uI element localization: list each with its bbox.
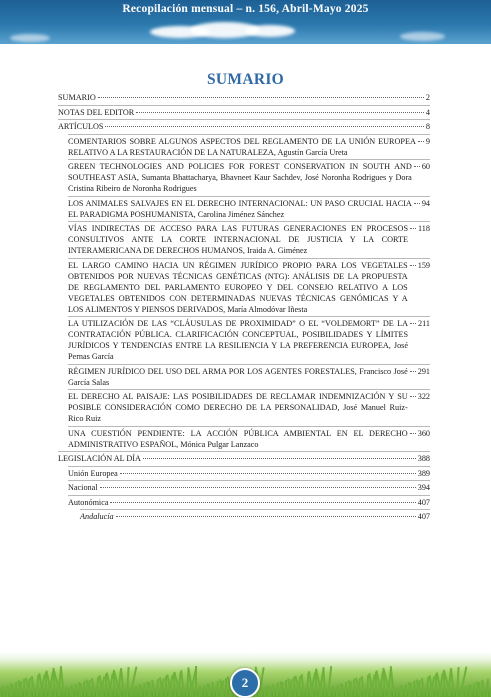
article-title: LOS ANIMALES SALVAJES EN EL DERECHO INTERNACIONAL: UN PASO CRUCIAL HACIA EL PARADIGMA POSHUMANISTA,	[68, 198, 412, 219]
header-title: Recopilación mensual – n. 156, Abril-Mayo 2025	[122, 3, 369, 15]
dot-leader	[143, 458, 416, 459]
article-authors: José Manuel Ruiz-Rico Ruiz	[68, 403, 408, 423]
toc-entry-label: Autonómica	[68, 497, 109, 507]
grass-blade	[332, 686, 335, 697]
toc-entry-label: ARTÍCULOS	[58, 122, 104, 131]
grass-blade	[272, 684, 275, 697]
grass-blade	[203, 685, 206, 697]
grass-blade	[15, 682, 17, 697]
dot-leader	[98, 97, 424, 98]
dot-leader	[414, 203, 420, 204]
article-authors: María Almodóvar Iñesta	[227, 304, 308, 314]
article-title: RÉGIMEN JURÍDICO DEL USO DEL ARMA POR LOS AGENTES FORESTALES,	[68, 366, 357, 376]
grass-blade	[151, 680, 155, 697]
dot-leader	[136, 112, 424, 113]
toc-entry-article[interactable]	[68, 364, 430, 390]
toc-page-number: 8	[425, 122, 430, 131]
article-authors: Francisco José García Salas	[68, 366, 408, 387]
toc-entry-label: Unión Europea	[68, 468, 118, 478]
toc-entry-sumario[interactable]	[58, 91, 430, 105]
toc-entry-label: Nacional	[68, 483, 98, 492]
toc-page-number: 389	[417, 468, 430, 478]
toc-entry-articulos[interactable]	[58, 119, 430, 134]
toc-entry-label: NOTAS DEL EDITOR	[58, 107, 135, 117]
dot-leader	[110, 502, 415, 503]
dot-leader	[418, 141, 424, 142]
toc-page-number: 211	[418, 319, 430, 328]
toc-page-number: 159	[417, 260, 430, 270]
toc-entry-article[interactable]	[68, 258, 430, 317]
toc-page-number: 118	[418, 224, 430, 233]
dot-leader	[410, 323, 416, 324]
grass-blade	[263, 687, 266, 697]
toc-entry-article[interactable]	[68, 196, 430, 222]
grass-blade	[2, 686, 5, 697]
toc-entry-legislacion-item[interactable]	[68, 480, 430, 495]
grass-blade	[195, 666, 197, 697]
dot-leader	[410, 396, 416, 397]
dot-leader	[414, 166, 420, 167]
article-title: GREEN TECHNOLOGIES AND POLICIES FOR FOREST CONSERVATION IN SOUTH AND SOUTHEAST ASIA,	[68, 162, 412, 182]
grass-blade	[91, 678, 95, 697]
legislacion-list	[58, 466, 430, 510]
dot-leader	[410, 228, 416, 229]
toc-entry-andalucia[interactable]	[80, 509, 430, 524]
toc-entry-label: SUMARIO	[58, 93, 96, 102]
dot-leader	[120, 473, 416, 474]
article-title: UNA CUESTIÓN PENDIENTE: LA ACCIÓN PÚBLICA AMBIENTAL EN EL DERECHO ADMINISTRATIVO ESPAÑOL,	[68, 428, 408, 449]
article-list	[58, 134, 430, 452]
toc-entry-legislacion[interactable]	[58, 451, 430, 466]
page-header-banner	[0, 0, 491, 44]
toc-entry-label: LEGISLACIÓN AL DÍA	[58, 454, 141, 463]
article-authors: Agustín García Ureta	[277, 147, 348, 157]
grass-blade	[473, 683, 476, 697]
article-title: LA UTILIZACIÓN DE LAS “CLÁUSULAS DE PROXIMIDAD” O EL “VOLDEMORT” DE LA CONTRATACIÓN PÚBLICA. CLARIFICACIÓN CONCEPTUAL, POSIBILIDADES Y LÍMITES JURÍDICOS Y TENDENCIAS ENTRE LA RESILIENCIA Y LA PREFERENCIA EUROPEA,	[68, 319, 409, 350]
dot-leader	[410, 371, 416, 372]
article-authors: Carolina Jiménez Sánchez	[197, 209, 285, 219]
toc-entry-legislacion-item[interactable]	[68, 466, 430, 481]
toc-page-number: 407	[417, 497, 430, 507]
toc-page-number: 388	[417, 454, 430, 463]
toc-page-number: 407	[417, 512, 430, 521]
article-title: COMENTARIOS SOBRE ALGUNOS ASPECTOS DEL REGLAMENTO DE LA UNIÓN EUROPEA RELATIVO A LA RESTAURACIÓN DE LA NATURALEZA,	[68, 136, 416, 157]
article-title: VÍAS INDIRECTAS DE ACCESO PARA LAS FUTURAS GENERACIONES EN PROCESOS CONSULTIVOS ANTE LA CORTE INTERNACIONAL DE JUSTICIA Y LA CORTE INTERAMERICANA DE DERECHOS HUMANOS,	[68, 224, 409, 255]
toc-page-number: 60	[421, 162, 430, 171]
dot-leader	[105, 126, 423, 127]
toc-entry-article[interactable]	[68, 159, 430, 196]
grass-blade	[460, 687, 464, 697]
dot-leader	[410, 433, 416, 434]
toc-title: SUMARIO	[206, 71, 285, 88]
grass-blade	[75, 684, 77, 697]
grass-blade	[135, 686, 137, 697]
toc-entry-article[interactable]	[68, 134, 430, 160]
grass-blade	[130, 687, 134, 697]
toc-entry-label: Andalucía	[80, 512, 114, 521]
toc-entry-article[interactable]	[68, 316, 430, 364]
grass-blade	[70, 685, 74, 697]
grass-blade	[405, 684, 407, 697]
toc-page-number: 291	[417, 366, 430, 376]
article-title: EL LARGO CAMINO HACIA UN RÉGIMEN JURÍDICO PROPIO PARA LOS VEGETALES OBTENIDOS POR NUEVAS TÉCNICAS GENÉTICAS (NTG): ANÁLISIS DE LA PROPUESTA DE REGLAMENTO DEL PARLAMENTO EUROPEO Y DEL CONSEJO RELATIVO A LOS VEGETALES OBTENIDOS CON DETERMINADAS NUEVAS TÉCNICAS GENÓMICAS Y A LOS ALIMENTOS Y PIENSOS DERIVADOS,	[68, 260, 408, 314]
toc-entry-article[interactable]	[68, 221, 430, 258]
grass-blade	[285, 680, 287, 697]
article-authors: Mónica Pulgar Lanzaco	[180, 439, 259, 449]
grass-blade	[400, 685, 404, 697]
toc-page-number: 322	[417, 392, 430, 401]
dot-leader	[116, 516, 416, 517]
toc-entry-legislacion-item[interactable]	[68, 495, 430, 510]
toc-entry-notas[interactable]	[58, 105, 430, 120]
article-title: EL DERECHO AL PAISAJE: LAS POSIBILIDADES DE RECLAMAR INDEMNIZACIÓN Y SU POSIBLE CONSIDERACIÓN COMO DERECHO DE LA PERSONALIDAD,	[68, 392, 408, 412]
toc-page-number: 4	[425, 107, 430, 117]
grass-blade	[481, 680, 485, 697]
toc-page-number: 2	[425, 93, 430, 102]
grass-blade	[421, 678, 425, 697]
table-of-contents	[58, 91, 430, 524]
article-authors: Iraida A. Giménez	[247, 246, 308, 255]
grass-blade	[322, 667, 326, 697]
grass-blade	[345, 682, 347, 697]
toc-page-number: 94	[421, 198, 430, 208]
toc-page-number: 360	[417, 428, 430, 438]
grass-blade	[211, 682, 215, 697]
toc-page-number: 9	[425, 136, 430, 146]
page-number-badge: 2	[230, 668, 260, 698]
toc-entry-article[interactable]	[68, 389, 430, 426]
article-authors: Sumanta Bhattacharya, Bhavneet Kaur Sachdev, José Noronha Rodrigues y Dora Cristina Ribeiro de Noronha Rodrigues	[68, 173, 412, 193]
article-authors: José Pernas García	[68, 341, 409, 361]
toc-page-number: 394	[417, 483, 430, 492]
dot-leader	[410, 265, 416, 266]
toc-entry-article[interactable]	[68, 426, 430, 452]
grass-blade	[143, 683, 146, 697]
grass-blade	[465, 686, 467, 697]
dot-leader	[100, 487, 416, 488]
